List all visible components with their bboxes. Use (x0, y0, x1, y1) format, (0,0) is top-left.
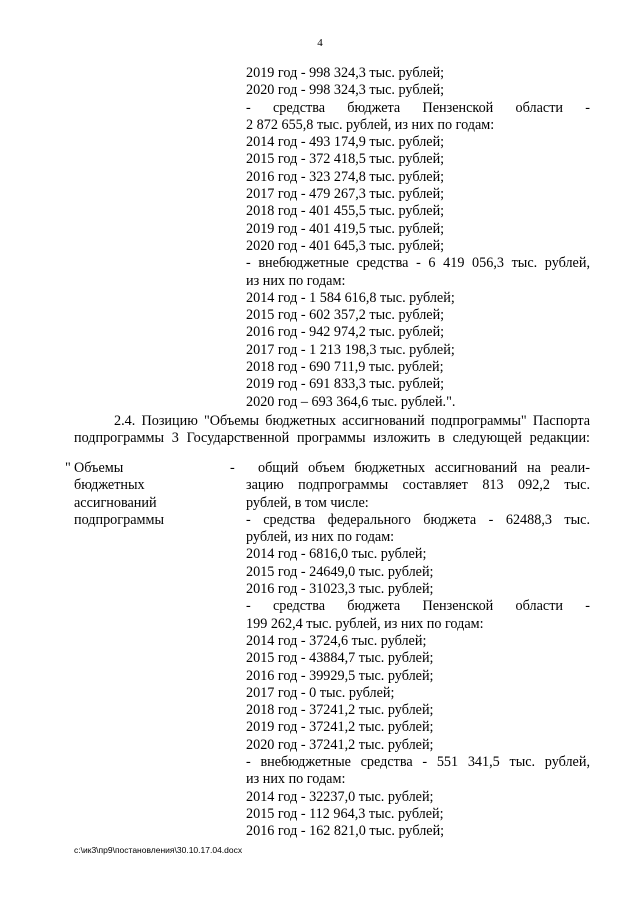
text-line: - внебюджетные средства - 6 419 056,3 тыс. рублей, (246, 255, 590, 272)
text-line: 2017 год - 479 267,3 тыс. рублей; (246, 186, 445, 203)
paragraph-2-4 (74, 413, 590, 448)
text-line: - внебюджетные средства - 551 341,5 тыс. рублей, (246, 754, 590, 771)
text-line: - средства федерального бюджета - 62488,3 тыс. (246, 511, 590, 528)
text-line: 2018 год - 690 711,9 тыс. рублей; (246, 359, 444, 376)
table-left-line: ассигнований (74, 494, 157, 511)
text-line: 2017 год - 1 213 198,3 тыс. рублей; (246, 341, 455, 358)
text-line: 2015 год - 24649,0 тыс. рублей; (246, 563, 434, 580)
text-line: общий объем бюджетных ассигнований на реали- (258, 460, 590, 476)
text-line: 2019 год - 401 419,5 тыс. рублей; (246, 220, 445, 237)
table-separator-dash: - (230, 460, 235, 476)
text-line: 2014 год - 6816,0 тыс. рублей; (246, 546, 427, 563)
text-line: рублей, из них по годам: (246, 529, 395, 546)
text-line: из них по годам: (246, 771, 346, 788)
text-line: - средства бюджета Пензенской области - (246, 99, 590, 116)
text-line: 2014 год - 493 174,9 тыс. рублей; (246, 134, 445, 151)
text-line: 2014 год - 1 584 616,8 тыс. рублей; (246, 289, 455, 306)
text-line: 199 262,4 тыс. рублей, из них по годам: (246, 615, 484, 632)
funding-right-cell (246, 460, 590, 841)
text-line: из них по годам: (246, 272, 346, 289)
text-line: 2016 год - 323 274,8 тыс. рублей; (246, 168, 445, 185)
page-number: 4 (317, 37, 323, 49)
table-left-cell (74, 460, 224, 529)
text-line: 2020 год - 401 645,3 тыс. рублей; (246, 237, 445, 254)
text-line: - средства бюджета Пензенской области - (246, 598, 590, 615)
text-line: 2016 год - 39929,5 тыс. рублей; (246, 667, 434, 684)
text-line: 2019 год - 998 324,3 тыс. рублей; (246, 65, 445, 81)
text-line: 2016 год - 162 821,0 тыс. рублей; (246, 823, 445, 840)
text-line: 2 872 655,8 тыс. рублей, из них по годам: (246, 116, 495, 133)
table-left-line: Объемы (74, 460, 124, 476)
text-line: 2020 год - 37241,2 тыс. рублей; (246, 736, 434, 753)
opening-quote: " (65, 460, 71, 476)
text-line: 2018 год - 37241,2 тыс. рублей; (246, 702, 434, 719)
text-line: 2015 год - 602 357,2 тыс. рублей; (246, 307, 445, 324)
text-line: 2019 год - 691 833,3 тыс. рублей; (246, 376, 445, 393)
text-line: 2016 год - 942 974,2 тыс. рублей; (246, 324, 445, 341)
text-line: 2.4. Позицию "Объемы бюджетных ассигнований подпрограммы" Паспорта (114, 413, 590, 429)
table-left-line: подпрограммы (74, 511, 164, 528)
table-left-line: бюджетных (74, 477, 145, 494)
text-line: 2020 год - 998 324,3 тыс. рублей; (246, 82, 445, 99)
text-line: 2019 год - 37241,2 тыс. рублей; (246, 719, 434, 736)
text-line: 2014 год - 3724,6 тыс. рублей; (246, 632, 427, 649)
text-line: 2015 год - 372 418,5 тыс. рублей; (246, 151, 445, 168)
text-line: 2015 год - 43884,7 тыс. рублей; (246, 650, 434, 667)
file-path-footer: c:\ик3\пр9\постановления\30.10.17.04.docx (74, 845, 243, 855)
text-line: рублей, в том числе: (246, 494, 369, 511)
text-line: 2014 год - 32237,0 тыс. рублей; (246, 788, 434, 805)
text-line: подпрограммы 3 Государственной программы изложить в следующей редакции: (74, 430, 590, 447)
text-line: зацию подпрограммы составляет 813 092,2 тыс. (246, 477, 590, 494)
text-line: 2017 год - 0 тыс. рублей; (246, 684, 395, 701)
text-line: 2018 год - 401 455,5 тыс. рублей; (246, 203, 445, 220)
text-line: 2020 год – 693 364,6 тыс. рублей.". (246, 393, 456, 410)
funding-continuation-block (246, 65, 590, 411)
text-line: 2015 год - 112 964,3 тыс. рублей; (246, 805, 444, 822)
text-line: 2016 год - 31023,3 тыс. рублей; (246, 581, 434, 598)
